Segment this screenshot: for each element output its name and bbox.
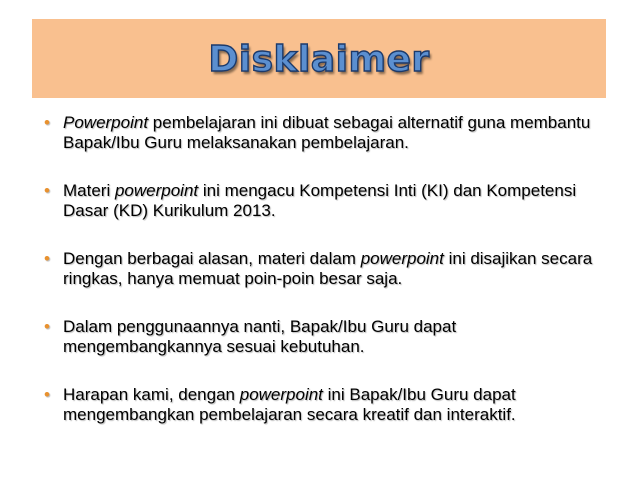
bullet-text xyxy=(63,249,592,288)
bullet-dot-icon: • xyxy=(44,385,50,404)
bullet-text xyxy=(63,317,456,356)
bullet-dot-icon: • xyxy=(44,181,50,200)
bullet-dot-icon: • xyxy=(44,113,50,132)
bullet-text xyxy=(63,385,516,424)
bullet-text-italic: powerpoint xyxy=(114,181,199,200)
bullet-item xyxy=(44,249,614,289)
bullet-item xyxy=(44,113,614,153)
bullet-text-normal: Harapan kami, dengan xyxy=(63,385,240,404)
bullet-item xyxy=(44,181,614,221)
bullet-dot-icon: • xyxy=(44,317,50,336)
bullet-list xyxy=(44,113,614,453)
slide-title: Disklaimer xyxy=(208,39,430,80)
bullet-text-normal: pembelajaran ini dibuat sebagai alternatif guna membantu Bapak/Ibu Guru melaksanakan pembelajaran. xyxy=(63,113,591,152)
bullet-item xyxy=(44,385,614,425)
bullet-dot-icon: • xyxy=(44,249,50,268)
bullet-text-italic: powerpoint xyxy=(360,249,444,268)
bullet-text-italic: Powerpoint xyxy=(63,113,149,132)
bullet-text-italic: powerpoint xyxy=(239,385,323,404)
bullet-text xyxy=(63,181,576,220)
bullet-text-normal: Dengan berbagai alasan, materi dalam xyxy=(63,249,361,268)
bullet-text-normal: ini Bapak/Ibu Guru dapat mengembangkan pembelajaran secara kreatif dan interaktif. xyxy=(63,385,516,424)
bullet-text-normal: ini mengacu Kompetensi Inti (KI) dan Kompetensi Dasar (KD) Kurikulum 2013. xyxy=(63,181,577,220)
title-band xyxy=(32,19,606,98)
bullet-text-normal: Materi xyxy=(63,181,115,200)
bullet-text-normal: Dalam penggunaannya nanti, Bapak/Ibu Guru dapat mengembangkannya sesuai kebutuhan. xyxy=(63,317,457,356)
bullet-item xyxy=(44,317,614,357)
bullet-text xyxy=(63,113,590,152)
bullet-text-normal: ini disajikan secara ringkas, hanya memuat poin-poin besar saja. xyxy=(63,249,593,288)
